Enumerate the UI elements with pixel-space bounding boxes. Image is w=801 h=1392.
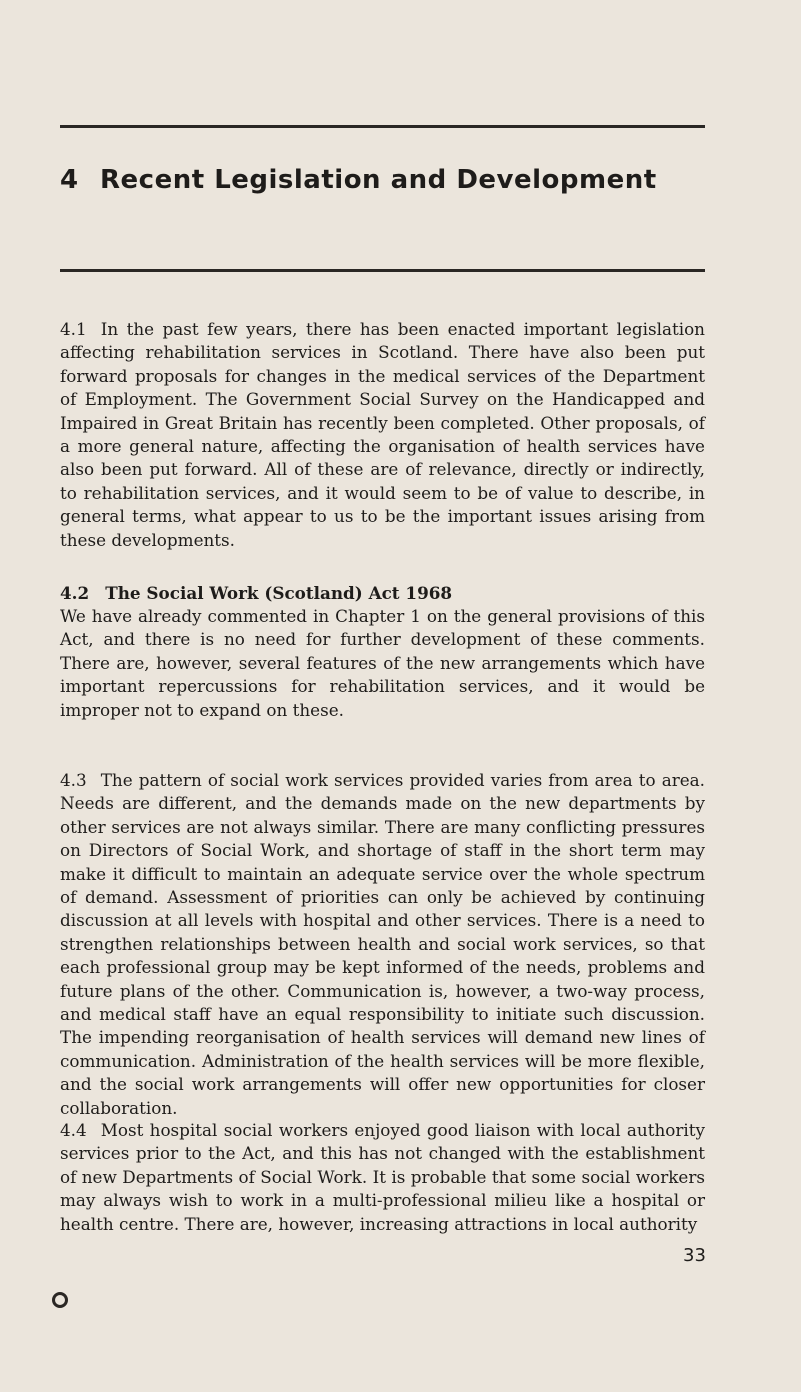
- top-rule: [60, 125, 705, 128]
- paragraph-4-4: [60, 1119, 705, 1236]
- paragraph-number: 4.1: [60, 319, 87, 339]
- paragraph-number: 4.3: [60, 770, 87, 790]
- paragraph-4-1: [60, 318, 705, 552]
- chapter-number: 4: [60, 165, 79, 195]
- punch-hole-mark: [52, 1292, 68, 1308]
- paragraph-text: In the past few years, there has been enacted important legislation affecting rehabilitation services in Scotland. There have also been put forward proposals for changes in the medical services of the Department of Employment. The Government Social Survey on the Handicapped and Impaired in Great Britain has recently been completed. Other proposals, of a more general nature, affecting the organisation of health services have also been put forward. All of these are of relevance, directly or indirectly, to rehabilitation services, and it would seem to be of value to describe, in general terms, what appear to us to be the important issues arising from these developments.: [60, 319, 705, 550]
- paragraph-text: We have already commented in Chapter 1 on the general provisions of this Act, and there is no need for further development of these comments. There are, however, several features of the new arrangements which have important repercussions for rehabilitation services, and it would be improper not to expand on these.: [60, 606, 705, 720]
- page-number: 33: [683, 1245, 706, 1266]
- chapter-title: [60, 165, 657, 195]
- bottom-rule: [60, 269, 705, 272]
- paragraph-number: 4.2: [60, 583, 90, 603]
- paragraph-4-3: [60, 769, 705, 1120]
- paragraph-text: Most hospital social workers enjoyed good liaison with local authority services prior to the Act, and this has not changed with the establishment of new Departments of Social Work. It is probable that some social workers may always wish to work in a multi-professional milieu like a hospital or health centre. There are, however, increasing attractions in local authority: [60, 1120, 705, 1234]
- paragraph-number: 4.4: [60, 1120, 87, 1140]
- section-heading-text: The Social Work (Scotland) Act 1968: [105, 583, 453, 603]
- chapter-title-text: Recent Legislation and Development: [100, 165, 657, 195]
- section-heading-4-2: [60, 582, 705, 605]
- paragraph-4-2: [60, 605, 705, 722]
- paragraph-text: The pattern of social work services provided varies from area to area. Needs are different, and the demands made on the new departments by other services are not always similar. There are many conflicting pressures on Directors of Social Work, and shortage of staff in the short term may make it difficult to maintain an adequate service over the whole spectrum of demand. Assessment of priorities can only be achieved by continuing discussion at all levels with hospital and other services. There is a need to strengthen relationships between health and social work services, so that each professional group may be kept informed of the needs, problems and future plans of the other. Communication is, however, a two-way process, and medical staff have an equal responsibility to initiate such discussion. The impending reorganisation of health services will demand new lines of communication. Administration of the health services will be more flexible, and the social work arrangements will offer new opportunities for closer collaboration.: [60, 770, 705, 1118]
